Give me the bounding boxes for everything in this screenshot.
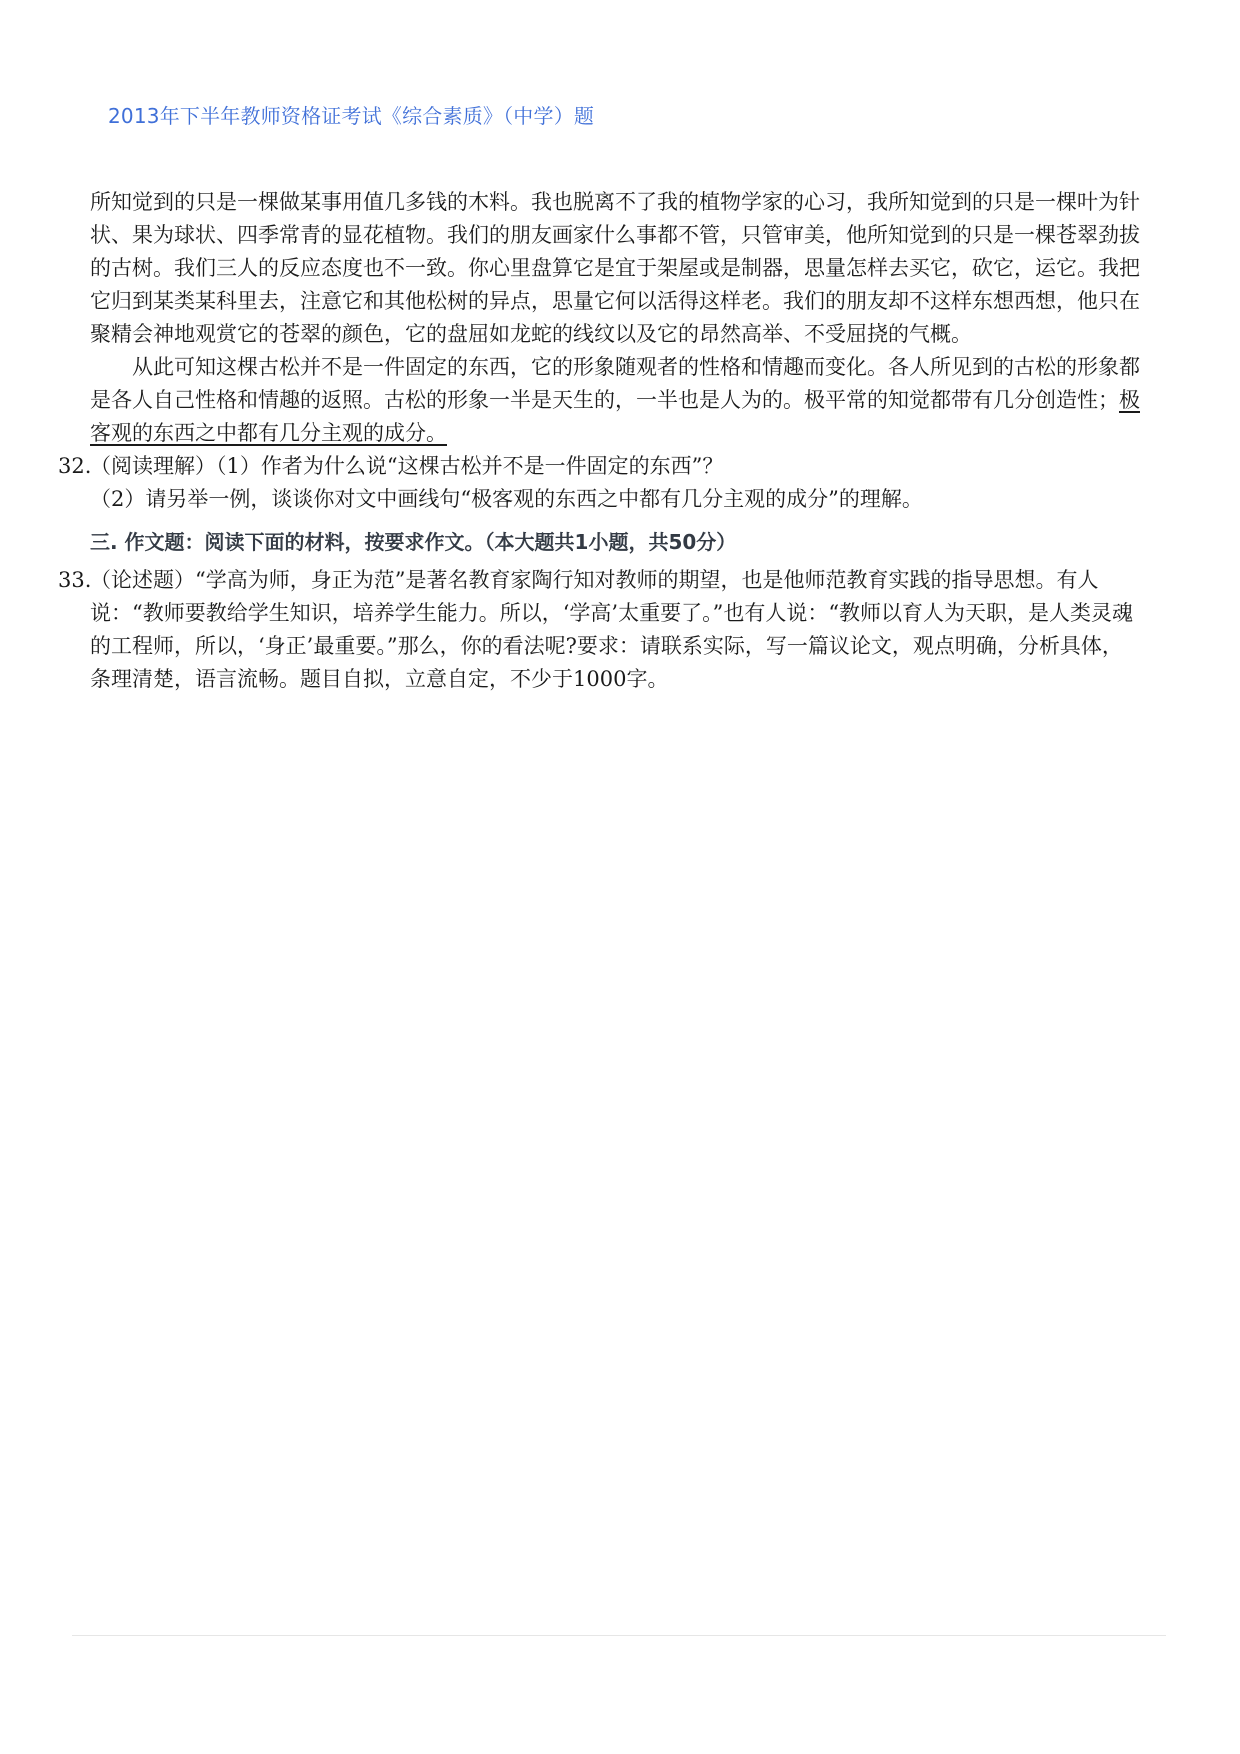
underlined-sentence: 极客观的东西之中都有几分主观的成分。 (90, 388, 1140, 445)
question-33 (58, 564, 1140, 696)
question-33-text: （论述题）“学高为师，身正为范”是著名教育家陶行知对教师的期望，也是他师范教育实践的指导思想。有人说：“教师要教给学生知识，培养学生能力。所以，‘学高’太重要了。”也有人说：“教师以育人为天职，是人类灵魂的工程师，所以，‘身正’最重要。”那么，你的看法呢?要求：请联系实际，写一篇议论文，观点明确，分析具体，条理清楚，语言流畅。题目自拟，立意自定，不少于1000字。 (90, 568, 1134, 691)
question-32-part-2: （2）请另举一例，谈谈你对文中画线句“极客观的东西之中都有几分主观的成分”的理解。 (90, 487, 923, 511)
footer-divider (72, 1635, 1166, 1636)
document-body (58, 186, 1140, 696)
question-32-part-1: （阅读理解）（1）作者为什么说“这棵古松并不是一件固定的东西”？ (90, 454, 724, 478)
section-3-heading: 三. 作文题：阅读下面的材料，按要求作文。（本大题共1小题，共50分） (90, 530, 737, 554)
passage-paragraph-2 (90, 351, 1140, 450)
passage-paragraph-2-text: 从此可知这棵古松并不是一件固定的东西，它的形象随观者的性格和情趣而变化。各人所见到的古松的形象都是各人自己性格和情趣的返照。古松的形象一半是天生的，一半也是人为的。极平常的知觉都带有几分创造性； (90, 355, 1140, 412)
page-header-title: 2013年下半年教师资格证考试《综合素质》（中学）题 (108, 104, 595, 128)
question-32 (58, 450, 1140, 516)
question-33-number: 33. (58, 568, 92, 592)
passage-paragraph-1: 所知觉到的只是一棵做某事用值几多钱的木料。我也脱离不了我的植物学家的心习，我所知觉到的只是一棵叶为针状、果为球状、四季常青的显花植物。我们的朋友画家什么事都不管，只管审美，他所知觉到的只是一棵苍翠劲拔的古树。我们三人的反应态度也不一致。你心里盘算它是宜于架屋或是制器，思量怎样去买它，砍它，运它。我把它归到某类某科里去，注意它和其他松树的异点，思量它何以活得这样老。我们的朋友却不这样东想西想，他只在聚精会神地观赏它的苍翠的颜色，它的盘屈如龙蛇的线纹以及它的昂然高举、不受屈挠的气概。 (90, 190, 1140, 346)
question-32-number: 32. (58, 454, 92, 478)
